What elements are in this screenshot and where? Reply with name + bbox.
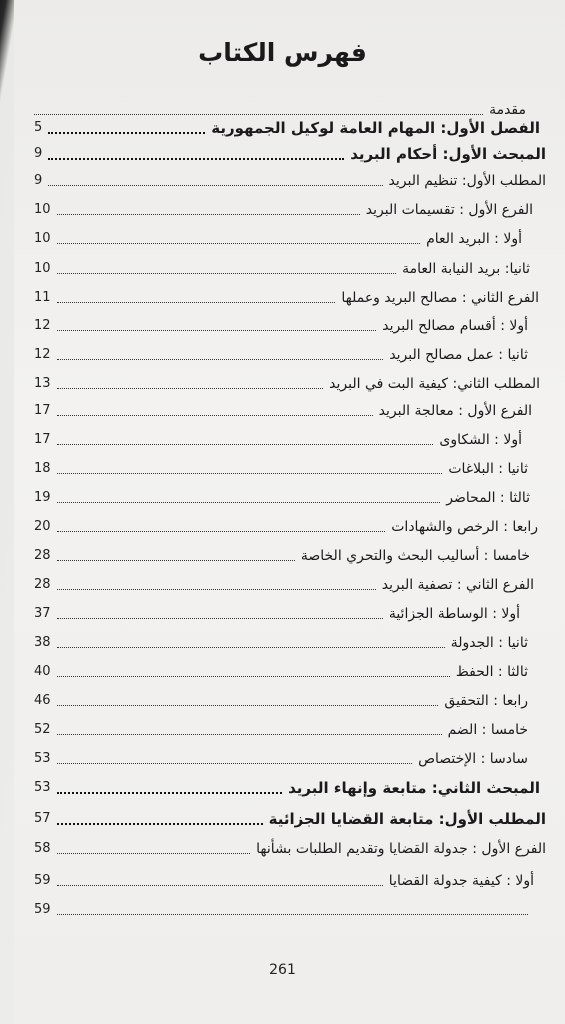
toc-entry-title: الفرع الأول : تقسيمات البريد	[365, 202, 533, 218]
dot-leader	[57, 885, 383, 886]
toc-entry-title: ثالثا : الحفظ	[455, 664, 528, 680]
toc-entry-title: أولا : الوساطة الجزائية	[388, 606, 520, 622]
toc-entry	[34, 838, 546, 860]
toc-page-number: 46	[34, 693, 51, 708]
dot-leader	[57, 734, 442, 735]
toc-entry-title: ثالثا : المحاضر	[446, 490, 530, 506]
toc-page-number: 57	[34, 811, 51, 826]
toc-page-number: 10	[34, 231, 51, 246]
toc-page-number: 58	[34, 841, 51, 856]
toc-entry-title: ثانيا : البلاغات	[448, 461, 528, 477]
dot-leader	[57, 531, 386, 532]
dot-leader	[48, 185, 382, 186]
dot-leader	[57, 302, 336, 303]
toc-page-number: 5	[34, 120, 43, 135]
dot-leader	[57, 359, 384, 360]
toc-entry-title: الفصل الأول: المهام العامة لوكيل الجمهورية	[211, 119, 540, 137]
toc-page-number: 17	[34, 432, 51, 447]
toc-page-number: 12	[34, 347, 51, 362]
toc-page-number: 38	[34, 635, 51, 650]
toc-page-number: 10	[34, 261, 51, 276]
toc-entry-title: الفرع الثاني : مصالح البريد وعملها	[341, 290, 539, 306]
toc-entry-title: أولا : كيفية جدولة القضايا	[388, 873, 534, 889]
toc-entry	[34, 777, 540, 799]
toc-entry	[34, 199, 533, 221]
page-title: فهرس الكتاب	[198, 38, 367, 67]
dot-leader	[57, 388, 324, 389]
toc-entry	[34, 458, 528, 480]
toc-entry-title: رابعا : الرخص والشهادات	[391, 519, 538, 535]
toc-page-number: 17	[34, 403, 51, 418]
toc-entry	[34, 287, 539, 309]
toc-entry-title: ثانيا : عمل مصالح البريد	[389, 347, 528, 363]
toc-page-number: 10	[34, 202, 51, 217]
toc-entry-title: المبحث الأول: أحكام البريد	[350, 145, 546, 163]
toc-entry-title: أولا : أقسام مصالح البريد	[382, 318, 528, 334]
toc-page-number: 59	[34, 873, 51, 888]
toc-page-number: 40	[34, 664, 51, 679]
toc-page-number: 37	[34, 606, 51, 621]
toc-page-number: 11	[34, 290, 51, 305]
toc-page-number: 9	[34, 173, 43, 188]
dot-leader	[57, 589, 376, 590]
toc-entry-title: ثانيا: بريد النيابة العامة	[402, 261, 530, 277]
dot-leader	[57, 914, 528, 915]
toc-entry	[34, 632, 528, 654]
toc-entry-title: الفرع الثاني : تصفية البريد	[381, 577, 534, 593]
toc-entry	[34, 315, 528, 337]
toc-entry	[34, 487, 530, 509]
toc-page-number: 52	[34, 722, 51, 737]
toc-page-number: 13	[34, 376, 51, 391]
dot-leader	[34, 114, 483, 115]
page-number: 261	[269, 962, 296, 978]
toc-entry-title: المبحث الثاني: متابعة وإنهاء البريد	[288, 779, 540, 797]
toc-entry	[34, 516, 538, 538]
dot-leader	[57, 502, 441, 503]
toc-page-number: 20	[34, 519, 51, 534]
toc-entry	[34, 117, 540, 139]
toc-entry	[34, 690, 528, 712]
toc-entry	[34, 170, 546, 192]
toc-entry	[34, 748, 528, 770]
toc-entry-title: المطلب الثاني: كيفية البت في البريد	[329, 376, 540, 392]
dot-leader	[57, 792, 283, 794]
dot-leader	[57, 243, 421, 244]
toc-entry	[34, 808, 546, 830]
toc-page-number: 19	[34, 490, 51, 505]
toc-page-number: 28	[34, 577, 51, 592]
toc-entry-title: المطلب الأول: متابعة القضايا الجزائية	[268, 810, 546, 828]
dot-leader	[57, 647, 445, 648]
toc-page-number: 53	[34, 780, 51, 795]
dot-leader	[57, 273, 397, 274]
toc-page-number: 59	[34, 902, 51, 917]
toc-page-number: 53	[34, 751, 51, 766]
dot-leader	[57, 330, 377, 331]
toc-entry-title: ثانيا : الجدولة	[450, 635, 528, 651]
toc-entry	[34, 228, 522, 250]
toc-entry-title: سادسا : الإختصاص	[418, 751, 528, 767]
dot-leader	[57, 214, 360, 215]
toc-entry	[34, 258, 530, 280]
toc-page-number: 9	[34, 146, 43, 161]
dot-leader	[57, 444, 434, 445]
toc-page-number: 12	[34, 318, 51, 333]
toc-entry	[34, 429, 522, 451]
dot-leader	[57, 823, 263, 825]
toc-entry-title: خامسا : أساليب البحث والتحري الخاصة	[300, 548, 530, 564]
toc-entry-title: مقدمة	[489, 102, 526, 118]
dot-leader	[48, 158, 344, 160]
dot-leader	[48, 132, 205, 134]
dot-leader	[57, 473, 443, 474]
toc-entry	[34, 344, 528, 366]
toc-entry	[34, 373, 540, 395]
dot-leader	[57, 560, 295, 561]
dot-leader	[57, 618, 383, 619]
toc-entry-title: الفرع الأول : معالجة البريد	[378, 403, 532, 419]
toc-page-number: 18	[34, 461, 51, 476]
toc-entry-title: أولا : البريد العام	[426, 231, 522, 247]
toc-entry	[34, 899, 534, 921]
toc-entry-title: الفرع الأول : جدولة القضايا وتقديم الطلبات بشأنها	[256, 841, 546, 857]
toc-entry	[34, 545, 530, 567]
toc-entry-title: رابعا : التحقيق	[444, 693, 528, 709]
toc-entry-title: خامسا : الضم	[447, 722, 528, 738]
toc-entry	[34, 400, 532, 422]
toc-entry	[34, 603, 520, 625]
toc-page-number: 28	[34, 548, 51, 563]
toc-entry-title: أولا : الشكاوى	[439, 432, 522, 448]
dot-leader	[57, 853, 251, 854]
dot-leader	[57, 705, 439, 706]
toc-entry-title: المطلب الأول: تنظيم البريد	[388, 173, 546, 189]
dot-leader	[57, 415, 373, 416]
toc-entry	[34, 574, 534, 596]
toc-entry	[34, 143, 546, 165]
toc-entry	[34, 870, 534, 892]
toc-entry	[34, 661, 528, 683]
dot-leader	[57, 676, 450, 677]
dot-leader	[57, 763, 413, 764]
toc-entry	[34, 719, 528, 741]
